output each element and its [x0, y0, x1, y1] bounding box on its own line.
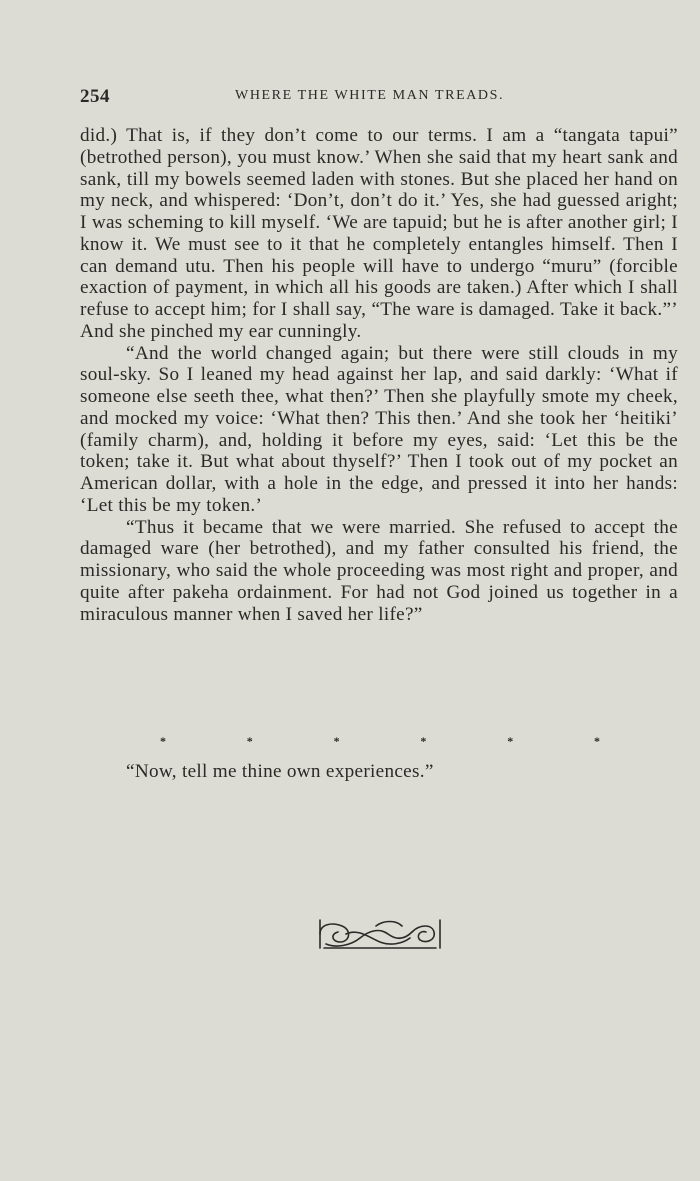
section-break-star: * — [246, 734, 253, 748]
section-break-star: * — [160, 734, 166, 748]
section-break-star: * — [333, 734, 340, 748]
section-break — [160, 734, 600, 748]
body-text — [80, 125, 678, 625]
running-title: WHERE THE WHITE MAN TREADS. — [235, 88, 505, 103]
section-break-star: * — [593, 734, 600, 748]
tailpiece-ornament-icon — [316, 914, 444, 954]
section-break-star: * — [507, 734, 514, 748]
paragraph-2: “And the world changed again; but there were still clouds in my soul-sky. So I leaned my head against her lap, and said darkly: ‘What if someone else seeth thee, what then?’ Then she playfully smote my cheek, and mocked my voice: ‘What then? This then.’ And she took her ‘heitiki’ (family charm), and, holding it before my eyes, said: ‘Let this be the token; take it. But what about thyself?’ Then I took out of my pocket an American dollar, with a hole in the edge, and pressed it into her hands: ‘Let this be my token.’ — [80, 342, 678, 516]
closing-line: “Now, tell me thine own experiences.” — [126, 761, 434, 782]
section-break-star: * — [420, 734, 427, 748]
running-head — [80, 86, 678, 110]
paragraph-1: did.) That is, if they don’t come to our terms. I am a “tangata tapui” (betrothed person), you must know.’ When she said that my heart sank and sank, till my bowels seemed laden with stones. But she placed her hand on my neck, and whispered: ‘Don’t, don’t do it.’ Yes, she had guessed aright; I was scheming to kill myself. ‘We are tapuid; but he is after another girl; I know it. We must see to it that he completely entangles himself. Then I can demand utu. Then his people will have to undergo “muru” (forcible exaction of payment, in which all his goods are taken.) After which I shall refuse to accept him; for I shall say, “The ware is damaged. Take it back.”’ And she pinched my ear cunningly. — [80, 125, 678, 342]
page-number: 254 — [80, 86, 110, 107]
paragraph-3: “Thus it became that we were married. She refused to accept the damaged ware (her betrothed), and my father consulted his friend, the missionary, who said the whole proceeding was most right and proper, and quite after pakeha ordainment. For had not God joined us together in a miraculous manner when I saved her life?” — [80, 516, 678, 625]
